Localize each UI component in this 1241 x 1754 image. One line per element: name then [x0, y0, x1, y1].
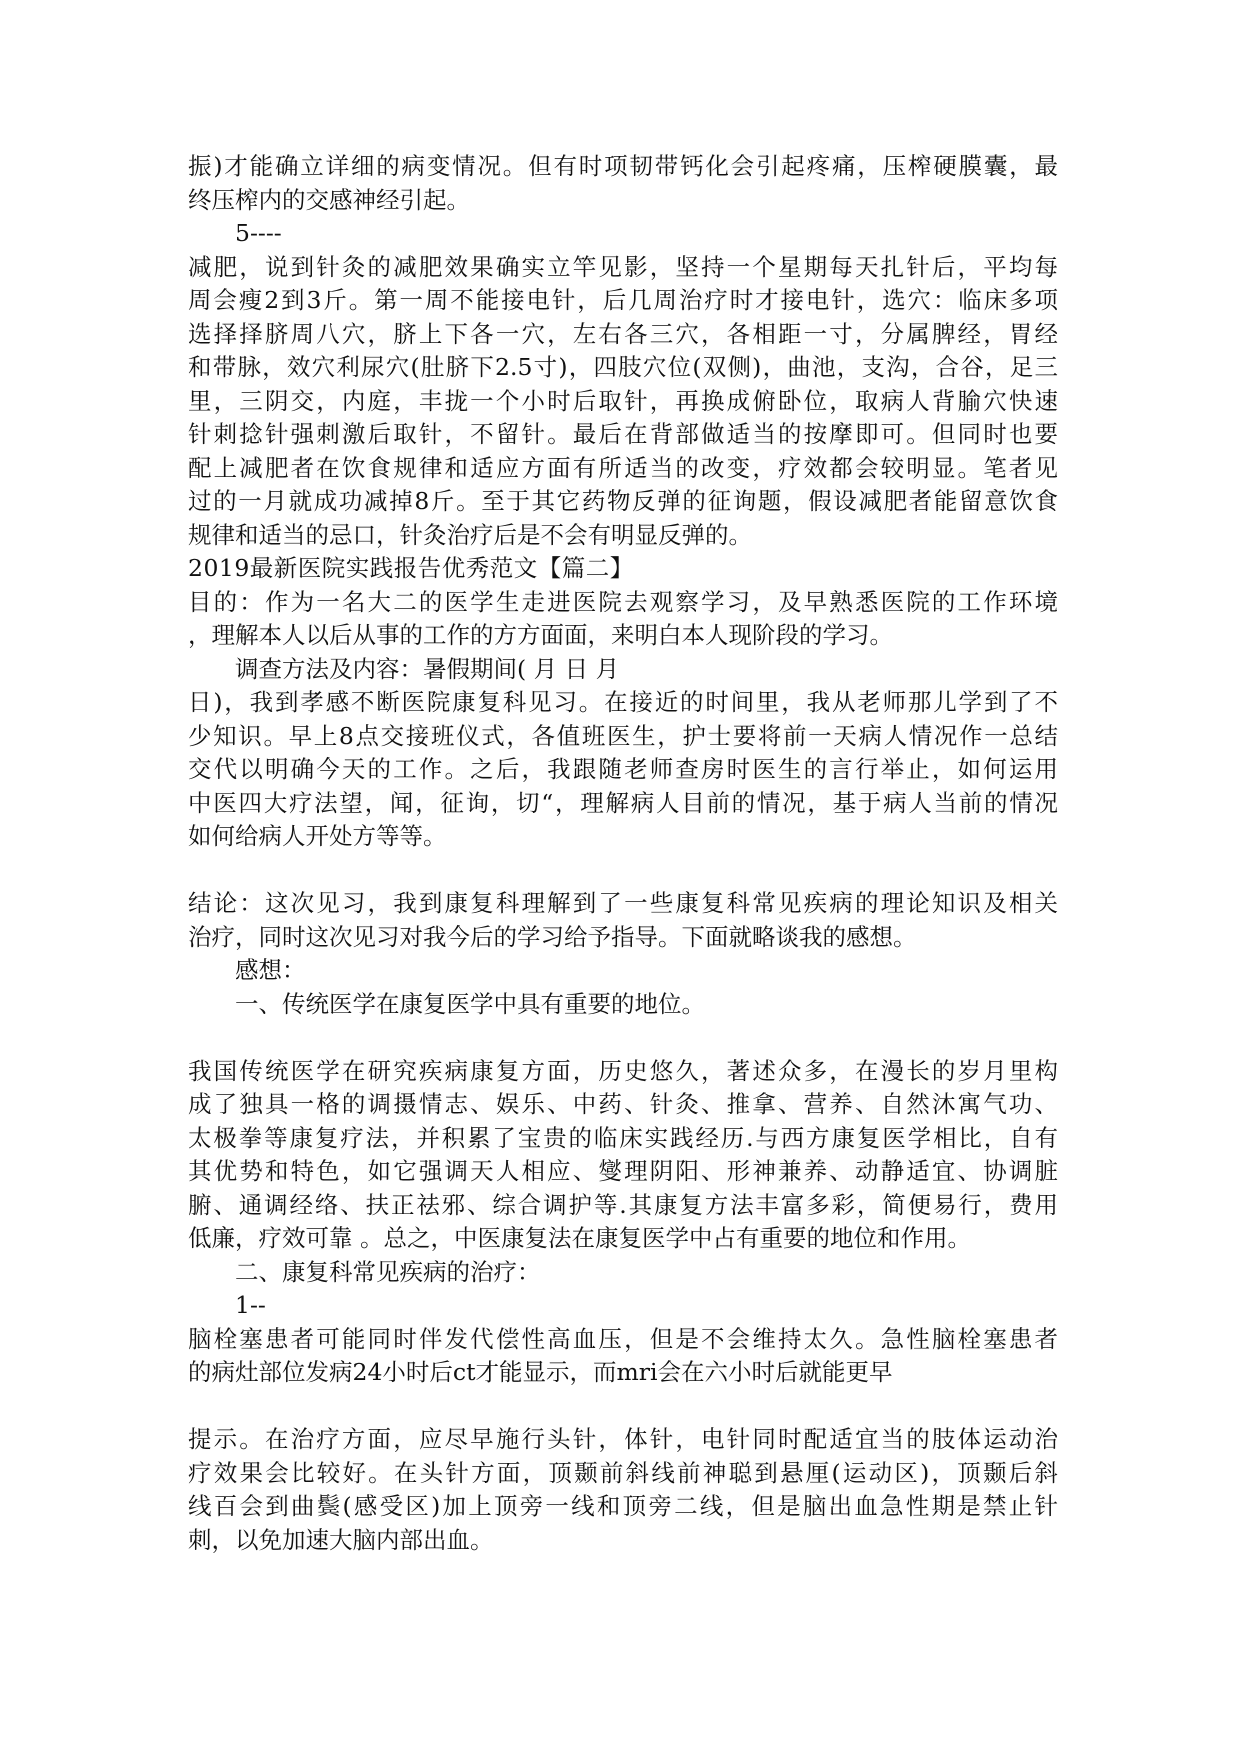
paragraph-line: 的病灶部位发病24小时后ct才能显示，而mri会在六小时后就能更早: [188, 1358, 893, 1386]
paragraph-line: 日)，我到孝感不断医院康复科见习。在接近的时间里，我从老师那儿学到了不: [188, 688, 1058, 716]
paragraph-line: 规律和适当的忌口，针灸治疗后是不会有明显反弹的。: [188, 520, 752, 549]
paragraph-line: 其优势和特色，如它强调天人相应、燮理阴阳、形神兼养、动静适宜、协调脏: [188, 1157, 1058, 1185]
paragraph-line: ，理解本人以后从事的工作的方方面面，来明白本人现阶段的学习。: [188, 621, 893, 649]
section-marker: 1--: [235, 1291, 266, 1319]
paragraph-line: 结论：这次见习，我到康复科理解到了一些康复科常见疾病的理论知识及相关: [188, 889, 1058, 917]
subsection-heading: 二、康复科常见疾病的治疗：: [235, 1257, 541, 1286]
paragraph-line: 针刺捻针强刺激后取针，不留针。最后在背部做适当的按摩即可。但同时也要: [188, 420, 1058, 448]
paragraph-line: 治疗，同时这次见习对我今后的学习给予指导。下面就略谈我的感想。: [188, 922, 917, 951]
paragraph-line: 交代以明确今天的工作。之后，我跟随老师查房时医生的言行举止，如何运用: [188, 755, 1058, 783]
paragraph-line: 腑、通调经络、扶正祛邪、综合调护等.其康复方法丰富多彩，简便易行，费用: [188, 1190, 1058, 1219]
blank-line: [188, 854, 1058, 888]
paragraph-line: 过的一月就成功减掉8斤。至于其它药物反弹的征询题，假设减肥者能留意饮食: [188, 487, 1058, 515]
paragraph-line: 终压榨内的交感神经引起。: [188, 185, 470, 214]
subsection-heading: 一、传统医学在康复医学中具有重要的地位。: [235, 989, 705, 1018]
paragraph-line: 配上减肥者在饮食规律和适应方面有所适当的改变，疗效都会较明显。笔者见: [188, 453, 1058, 482]
paragraph-line: 如何给病人开处方等等。: [188, 822, 447, 850]
paragraph-line: 目的：作为一名大二的医学生走进医院去观察学习，及早熟悉医院的工作环境: [188, 587, 1058, 616]
blank-line: [188, 1390, 1058, 1424]
paragraph-line: 成了独具一格的调摄情志、娱乐、中药、针灸、推拿、营养、自然沐寓气功、: [188, 1090, 1058, 1118]
paragraph-line: 我国传统医学在研究疾病康复方面，历史悠久，著述众多，在漫长的岁月里构: [188, 1056, 1058, 1085]
paragraph-line: 脑栓塞患者可能同时伴发代偿性高血压，但是不会维持太久。急性脑栓塞患者: [188, 1324, 1058, 1353]
paragraph-line: 太极拳等康复疗法，并积累了宝贵的临床实践经历.与西方康复医学相比，自有: [188, 1123, 1058, 1152]
paragraph-line: 少知识。早上8点交接班仪式，各值班医生，护士要将前一天病人情况作一总结: [188, 721, 1058, 750]
paragraph-label: 感想：: [235, 956, 306, 984]
paragraph-line: 中医四大疗法望，闻，征询，切“，理解病人目前的情况，基于病人当前的情况: [188, 788, 1058, 817]
paragraph-line: 线百会到曲鬓(感受区)加上顶旁一线和顶旁二线，但是脑出血急性期是禁止针: [188, 1492, 1058, 1520]
paragraph-line: 里，三阴交，内庭，丰拢一个小时后取针，再换成俯卧位，取病人背腧穴快速: [188, 386, 1058, 415]
paragraph-line: 周会瘦2到3斤。第一周不能接电针，后几周治疗时才接电针，选穴：临床多项: [188, 286, 1058, 314]
paragraph-intro: 调查方法及内容：暑假期间( 月 日 月: [235, 654, 620, 683]
paragraph-line: 减肥，说到针灸的减肥效果确实立竿见影，坚持一个星期每天扎针后，平均每: [188, 252, 1058, 281]
section-marker: 5----: [235, 219, 282, 247]
paragraph-line: 低廉，疗效可靠 。总之，中医康复法在康复医学中占有重要的地位和作用。: [188, 1224, 971, 1252]
paragraph-line: 选择择脐周八穴，脐上下各一穴，左右各三穴，各相距一寸，分属脾经，胃经: [188, 319, 1058, 348]
section-heading: 2019最新医院实践报告优秀范文【篇二】: [188, 554, 634, 582]
paragraph-line: 疗效果会比较好。在头针方面，顶颞前斜线前神聪到悬厘(运动区)，顶颞后斜: [188, 1458, 1058, 1487]
paragraph-line: 提示。在治疗方面，应尽早施行头针，体针，电针同时配适宜当的肢体运动治: [188, 1425, 1058, 1453]
paragraph-line: 刺，以免加速大脑内部出血。: [188, 1525, 494, 1554]
document-body: [188, 150, 1058, 1557]
paragraph-line: 振)才能确立详细的病变情况。但有时项韧带钙化会引起疼痛，压榨硬膜囊，最: [188, 152, 1058, 180]
blank-line: [188, 1021, 1058, 1055]
paragraph-line: 和带脉，效穴利尿穴(肚脐下2.5寸)，四肢穴位(双侧)，曲池，支沟，合谷，足三: [188, 353, 1058, 381]
